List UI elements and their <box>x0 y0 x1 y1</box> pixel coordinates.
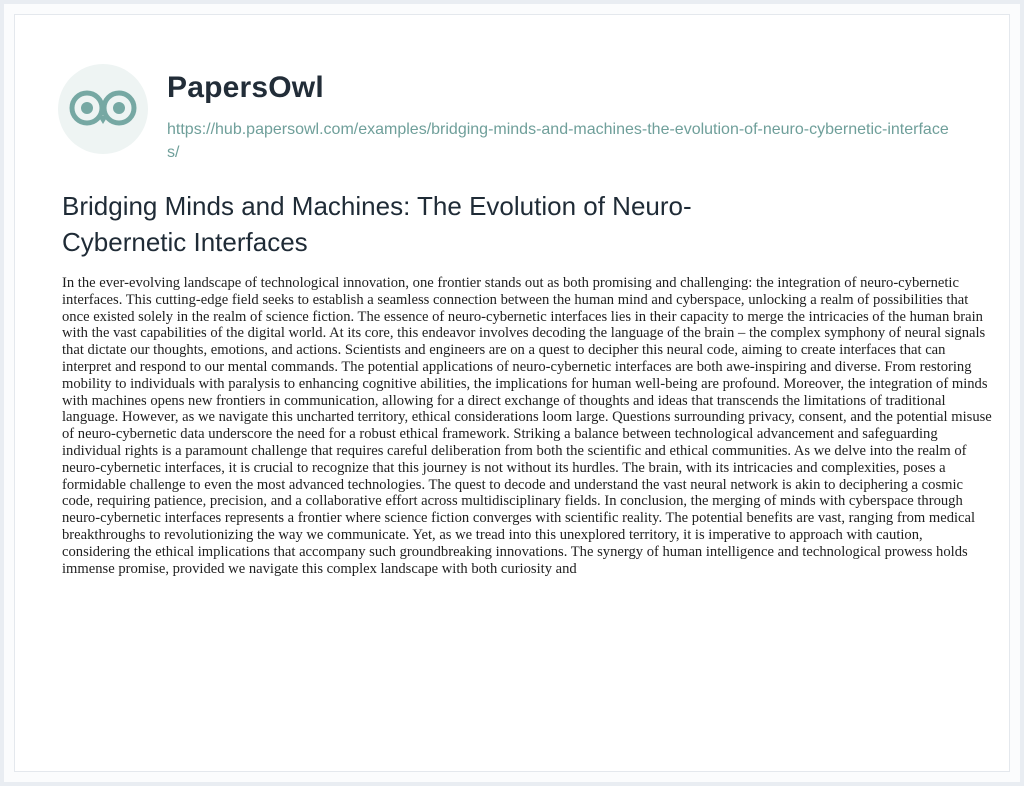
document-body: In the ever-evolving landscape of technological innovation, one frontier stands out as both promising and challenging: the integration of neuro-cybernetic interfaces. This cutting-edge field seeks to establish a seamless connection between the human mind and cyberspace, unlocking a realm of possibilities that once existed solely in the realm of science fiction. The essence of neuro-cybernetic interfaces lies in their capacity to merge the intricacies of the human brain with the vast capabilities of the digital world. At its core, this endeavor involves decoding the language of the brain – the complex symphony of neural signals that dictate our thoughts, emotions, and actions. Scientists and engineers are on a quest to decipher this neural code, aiming to create interfaces that can interpret and respond to our mental commands. The potential applications of neuro-cybernetic interfaces are both awe-inspiring and diverse. From restoring mobility to individuals with paralysis to enhancing cognitive abilities, the implications for human well-being are profound. Moreover, the integration of minds with machines opens new frontiers in communication, allowing for a direct exchange of thoughts and ideas that transcends the limitations of traditional language. However, as we navigate this uncharted territory, ethical considerations loom large. Questions surrounding privacy, consent, and the potential misuse of neuro-cybernetic data underscore the need for a robust ethical framework. Striking a balance between technological advancement and safeguarding individual rights is a paramount challenge that requires careful deliberation from both the scientific and ethical communities. As we delve into the realm of neuro-cybernetic interfaces, it is crucial to recognize that this journey is not without its hurdles. The brain, with its intricacies and complexities, poses a formidable challenge to even the most advanced technologies. The quest to decode and understand the vast neural network is akin to deciphering a cosmic code, requiring patience, precision, and a collaborative effort across multidisciplinary fields. In conclusion, the merging of minds with cyberspace through neuro-cybernetic interfaces represents a frontier where science fiction converges with scientific reality. The potential benefits are vast, ranging from medical breakthroughs to revolutionizing the way we communicate. Yet, as we tread into this unexplored territory, it is imperative to approach with caution, considering the ethical implications that accompany such groundbreaking innovations. The synergy of human intelligence and technological prowess holds immense promise, provided we navigate this complex landscape with both curiosity and <box>62 275 992 577</box>
source-url-link[interactable]: https://hub.papersowl.com/examples/bridging-minds-and-machines-the-evolution-of-neuro-cybernetic-interfaces/ <box>167 121 949 161</box>
owl-eyes-logo-icon <box>57 63 149 155</box>
document-content <box>14 14 1010 772</box>
site-header <box>57 63 997 173</box>
document-title: Bridging Minds and Machines: The Evolution of Neuro-Cybernetic Interfaces <box>62 191 692 257</box>
brand-name: PapersOwl <box>167 71 324 104</box>
